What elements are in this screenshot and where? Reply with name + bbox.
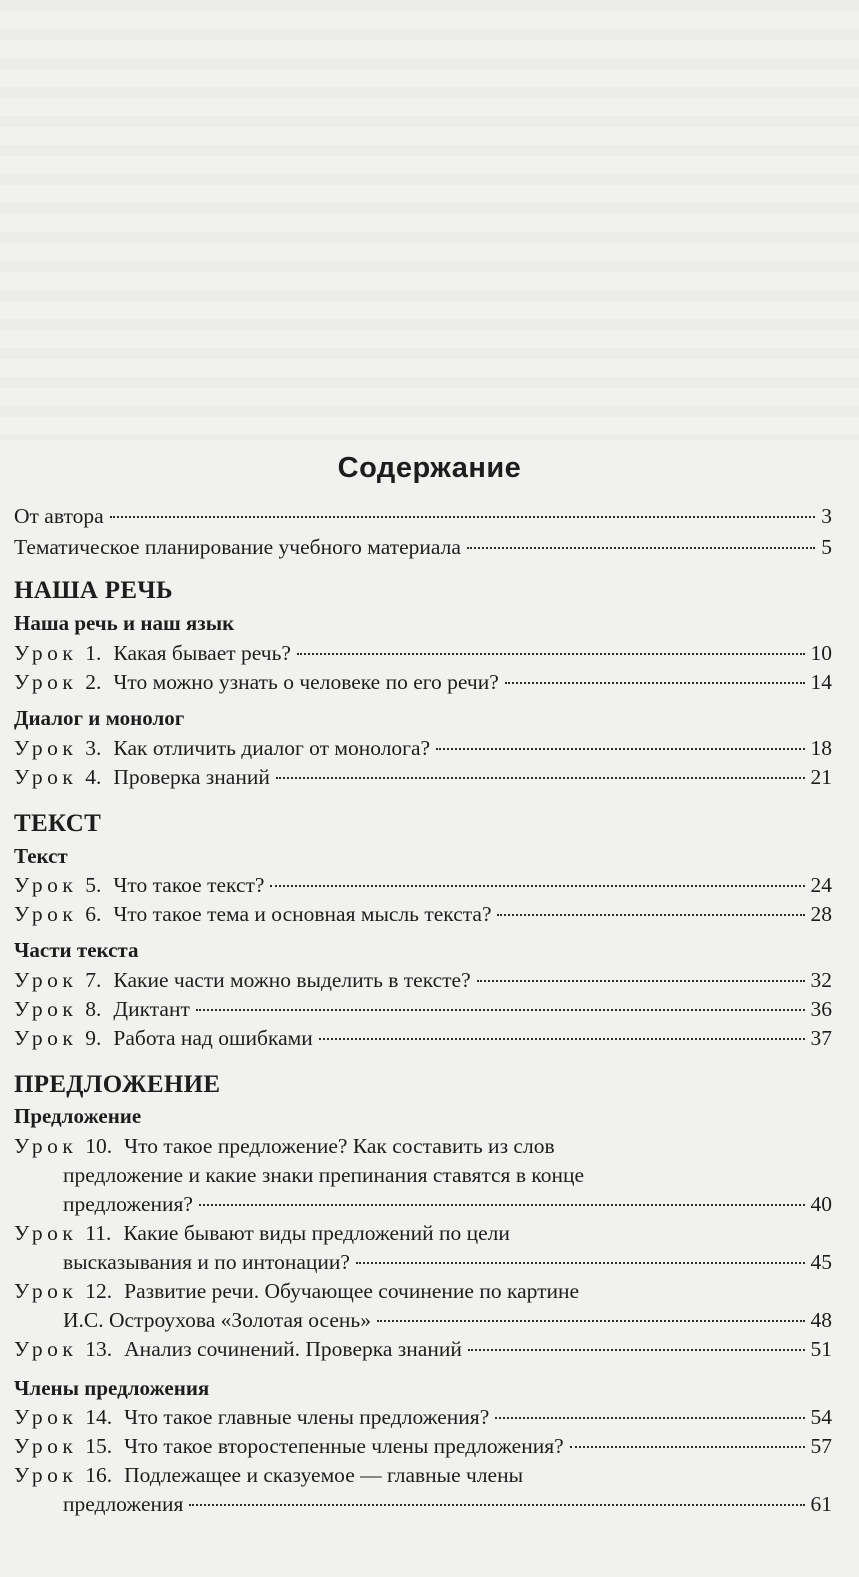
section-heading: ТЕКСТ (14, 810, 102, 837)
lesson-entry (14, 668, 832, 697)
lesson-number: 7. (85, 968, 102, 992)
lesson-entry (14, 871, 832, 900)
lesson-title: Какие бывают виды предложений по цели (123, 1221, 510, 1245)
page-number: 14 (810, 670, 832, 694)
page-number: 36 (810, 997, 832, 1021)
lesson-entry (14, 1335, 832, 1364)
section-heading: НАША РЕЧЬ (14, 577, 173, 604)
lesson-entry (14, 1432, 832, 1461)
lesson-number: 13. (85, 1337, 113, 1361)
lesson-entry (14, 1024, 832, 1053)
toc-entry (14, 502, 832, 531)
lesson-entry (14, 1277, 832, 1306)
lesson-number: 4. (85, 765, 102, 789)
lesson-number: 3. (85, 736, 102, 760)
dot-leader (319, 1038, 805, 1040)
lesson-title-continuation (63, 1306, 832, 1335)
page-number: 40 (810, 1192, 832, 1216)
lesson-title: Проверка знаний (113, 765, 270, 789)
lesson-title: Что такое тема и основная мысль текста? (113, 902, 492, 926)
page-number: 24 (810, 873, 832, 897)
lesson-entry (14, 1219, 832, 1248)
subsection-heading: Предложение (14, 1104, 142, 1128)
lesson-word: Урок (14, 1279, 78, 1303)
page-title: Содержание (337, 452, 522, 484)
dot-leader (436, 748, 804, 750)
page-number: 32 (810, 968, 832, 992)
lesson-title: Что можно узнать о человеке по его речи? (113, 670, 499, 694)
lesson-title: Какая бывает речь? (113, 641, 291, 665)
subsection-heading: Диалог и монолог (14, 706, 185, 730)
lesson-number: 15. (85, 1434, 113, 1458)
lesson-title-continuation (63, 1490, 832, 1519)
lesson-number: 11. (85, 1221, 112, 1245)
lesson-entry (14, 1403, 832, 1432)
lesson-entry (14, 966, 832, 995)
page-number: 21 (810, 765, 832, 789)
lesson-title: Что такое текст? (113, 873, 265, 897)
show-through-text (0, 0, 859, 440)
lesson-title-end: предложения? (63, 1192, 193, 1216)
lesson-title: Диктант (113, 997, 190, 1021)
lesson-title: Что такое главные члены предложения? (124, 1405, 490, 1429)
lesson-entry (14, 763, 832, 792)
dot-leader (497, 914, 804, 916)
page-number: 5 (821, 535, 832, 559)
lesson-word: Урок (14, 736, 78, 760)
page-number: 10 (810, 641, 832, 665)
lesson-title: Что такое второстепенные члены предложения? (124, 1434, 564, 1458)
lesson-title: Анализ сочинений. Проверка знаний (124, 1337, 462, 1361)
lesson-entry (14, 995, 832, 1024)
lesson-number: 6. (85, 902, 102, 926)
dot-leader (189, 1504, 804, 1506)
lesson-word: Урок (14, 1221, 78, 1245)
dot-leader (377, 1320, 805, 1322)
dot-leader (110, 516, 816, 518)
lesson-title-continuation (63, 1190, 832, 1219)
lesson-word: Урок (14, 765, 78, 789)
page-number: 18 (810, 736, 832, 760)
lesson-entry (14, 900, 832, 929)
dot-leader (356, 1262, 805, 1264)
dot-leader (570, 1446, 805, 1448)
lesson-word: Урок (14, 641, 78, 665)
lesson-word: Урок (14, 997, 78, 1021)
lesson-title-end: И.С. Остроухова «Золотая осень» (63, 1308, 371, 1332)
lesson-word: Урок (14, 873, 78, 897)
lesson-word: Урок (14, 1434, 78, 1458)
lesson-title-continuation: предложение и какие знаки препинания ставятся в конце (63, 1163, 585, 1187)
toc-entry (14, 533, 832, 562)
lesson-entry (14, 734, 832, 763)
lesson-word: Урок (14, 1337, 78, 1361)
lesson-number: 5. (85, 873, 102, 897)
page-number: 45 (810, 1250, 832, 1274)
lesson-word: Урок (14, 902, 78, 926)
dot-leader (276, 777, 805, 779)
page-number: 37 (810, 1026, 832, 1050)
dot-leader (495, 1417, 804, 1419)
lesson-title-end: предложения (63, 1492, 184, 1516)
lesson-number: 2. (85, 670, 102, 694)
lesson-number: 14. (85, 1405, 113, 1429)
dot-leader (477, 980, 805, 982)
lesson-word: Урок (14, 1134, 78, 1158)
dot-leader (199, 1204, 805, 1206)
lesson-word: Урок (14, 1463, 78, 1487)
lesson-number: 8. (85, 997, 102, 1021)
entry-text: От автора (14, 504, 104, 528)
page-number: 3 (821, 504, 832, 528)
entry-text: Тематическое планирование учебного материала (14, 535, 461, 559)
dot-leader (468, 1349, 805, 1351)
lesson-entry (14, 639, 832, 668)
lesson-entry (14, 1461, 832, 1490)
page-number: 54 (810, 1405, 832, 1429)
page-number: 28 (810, 902, 832, 926)
dot-leader (467, 547, 815, 549)
lesson-title: Что такое предложение? Как составить из слов (124, 1134, 555, 1158)
lesson-title: Подлежащее и сказуемое — главные члены (124, 1463, 524, 1487)
dot-leader (196, 1009, 805, 1011)
page-number: 61 (810, 1492, 832, 1516)
lesson-title: Как отличить диалог от монолога? (113, 736, 431, 760)
lesson-number: 10. (85, 1134, 113, 1158)
lesson-number: 12. (85, 1279, 113, 1303)
lesson-title: Развитие речи. Обучающее сочинение по картине (124, 1279, 580, 1303)
lesson-title: Какие части можно выделить в тексте? (113, 968, 471, 992)
page-number: 57 (810, 1434, 832, 1458)
dot-leader (270, 885, 804, 887)
lesson-title-end: высказывания и по интонации? (63, 1250, 350, 1274)
lesson-word: Урок (14, 1026, 78, 1050)
page-number: 48 (810, 1308, 832, 1332)
lesson-number: 9. (85, 1026, 102, 1050)
dot-leader (505, 682, 805, 684)
page-number: 51 (810, 1337, 832, 1361)
subsection-heading: Части текста (14, 938, 139, 962)
lesson-title: Работа над ошибками (113, 1026, 313, 1050)
section-heading: ПРЕДЛОЖЕНИЕ (14, 1071, 221, 1098)
subsection-heading: Текст (14, 844, 68, 868)
lesson-number: 1. (85, 641, 102, 665)
lesson-entry (14, 1132, 832, 1161)
lesson-number: 16. (85, 1463, 113, 1487)
dot-leader (297, 653, 805, 655)
subsection-heading: Наша речь и наш язык (14, 611, 235, 635)
lesson-word: Урок (14, 670, 78, 694)
subsection-heading: Члены предложения (14, 1376, 210, 1400)
lesson-word: Урок (14, 1405, 78, 1429)
lesson-title-continuation (63, 1248, 832, 1277)
lesson-word: Урок (14, 968, 78, 992)
